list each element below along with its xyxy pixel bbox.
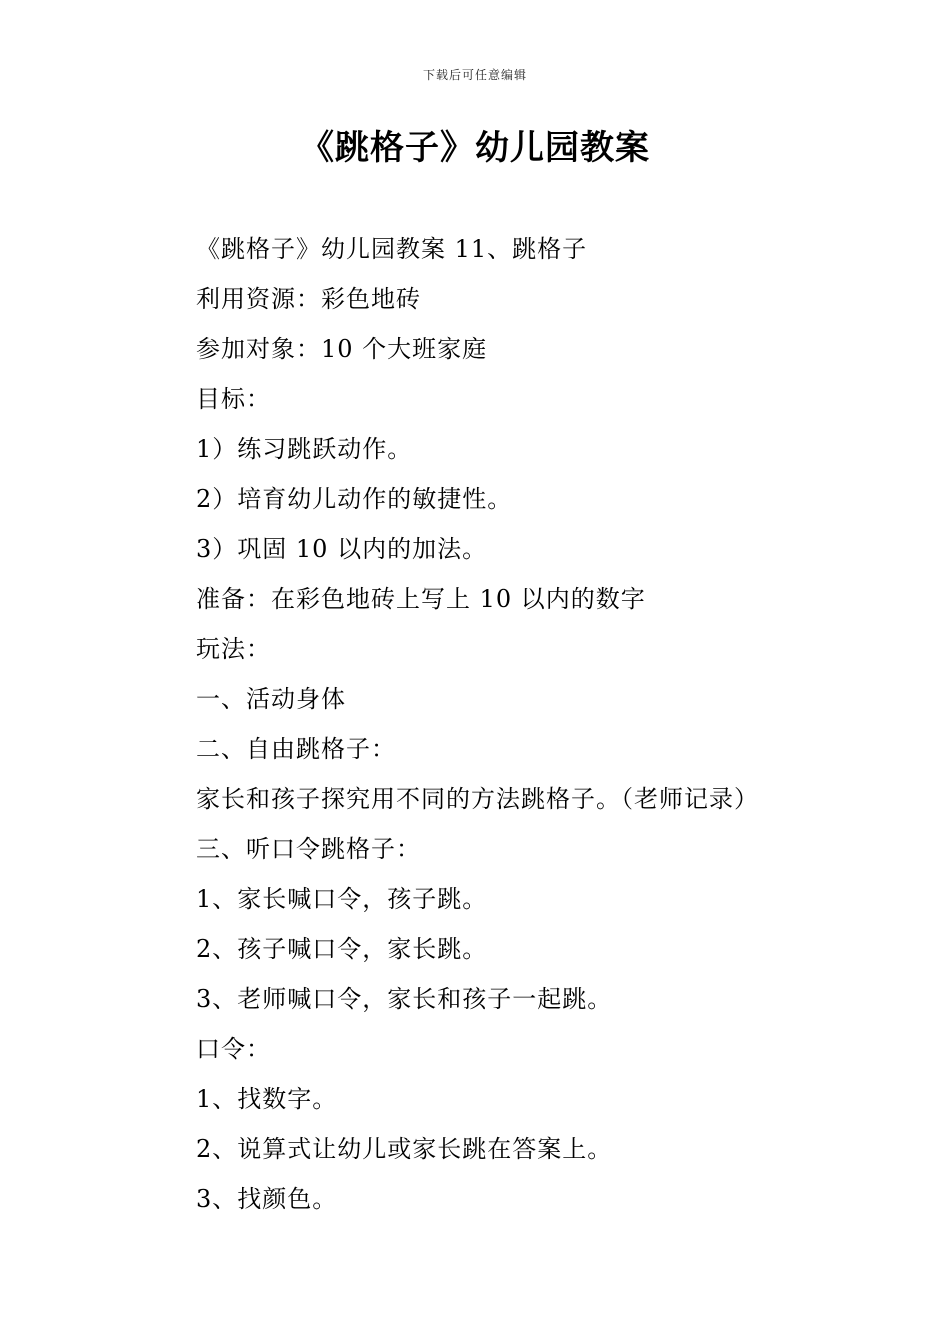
body-line: 参加对象：10 个大班家庭 [196, 335, 488, 363]
body-line: 二、自由跳格子： [196, 735, 396, 763]
body-line: 家长和孩子探究用不同的方法跳格子。（老师记录） [196, 785, 759, 813]
body-line: 1）练习跳跃动作。 [196, 435, 413, 463]
body-line: 目标： [196, 385, 271, 413]
body-line: 2、孩子喊口令，家长跳。 [196, 935, 488, 963]
body-line: 1、找数字。 [196, 1085, 338, 1113]
header-note: 下载后可任意编辑 [422, 68, 527, 82]
body-line: 2）培育幼儿动作的敏捷性。 [196, 485, 513, 513]
body-line: 利用资源：彩色地砖 [196, 285, 421, 313]
body-line: 3、老师喊口令，家长和孩子一起跳。 [196, 985, 613, 1013]
document-body [196, 224, 936, 1224]
document-title: 《跳格子》幼儿园教案 [300, 128, 650, 168]
body-line: 玩法： [196, 635, 271, 663]
body-line: 1、家长喊口令，孩子跳。 [196, 885, 488, 913]
body-line: 口令： [196, 1035, 271, 1063]
body-line: 一、活动身体 [196, 685, 346, 713]
body-line: 3）巩固 10 以内的加法。 [196, 535, 488, 563]
body-line: 2、说算式让幼儿或家长跳在答案上。 [196, 1135, 613, 1163]
body-line: 3、找颜色。 [196, 1185, 338, 1213]
body-line: 三、听口令跳格子： [196, 835, 421, 863]
body-line: 《跳格子》幼儿园教案 11、跳格子 [196, 235, 588, 263]
body-line: 准备：在彩色地砖上写上 10 以内的数字 [196, 585, 646, 613]
